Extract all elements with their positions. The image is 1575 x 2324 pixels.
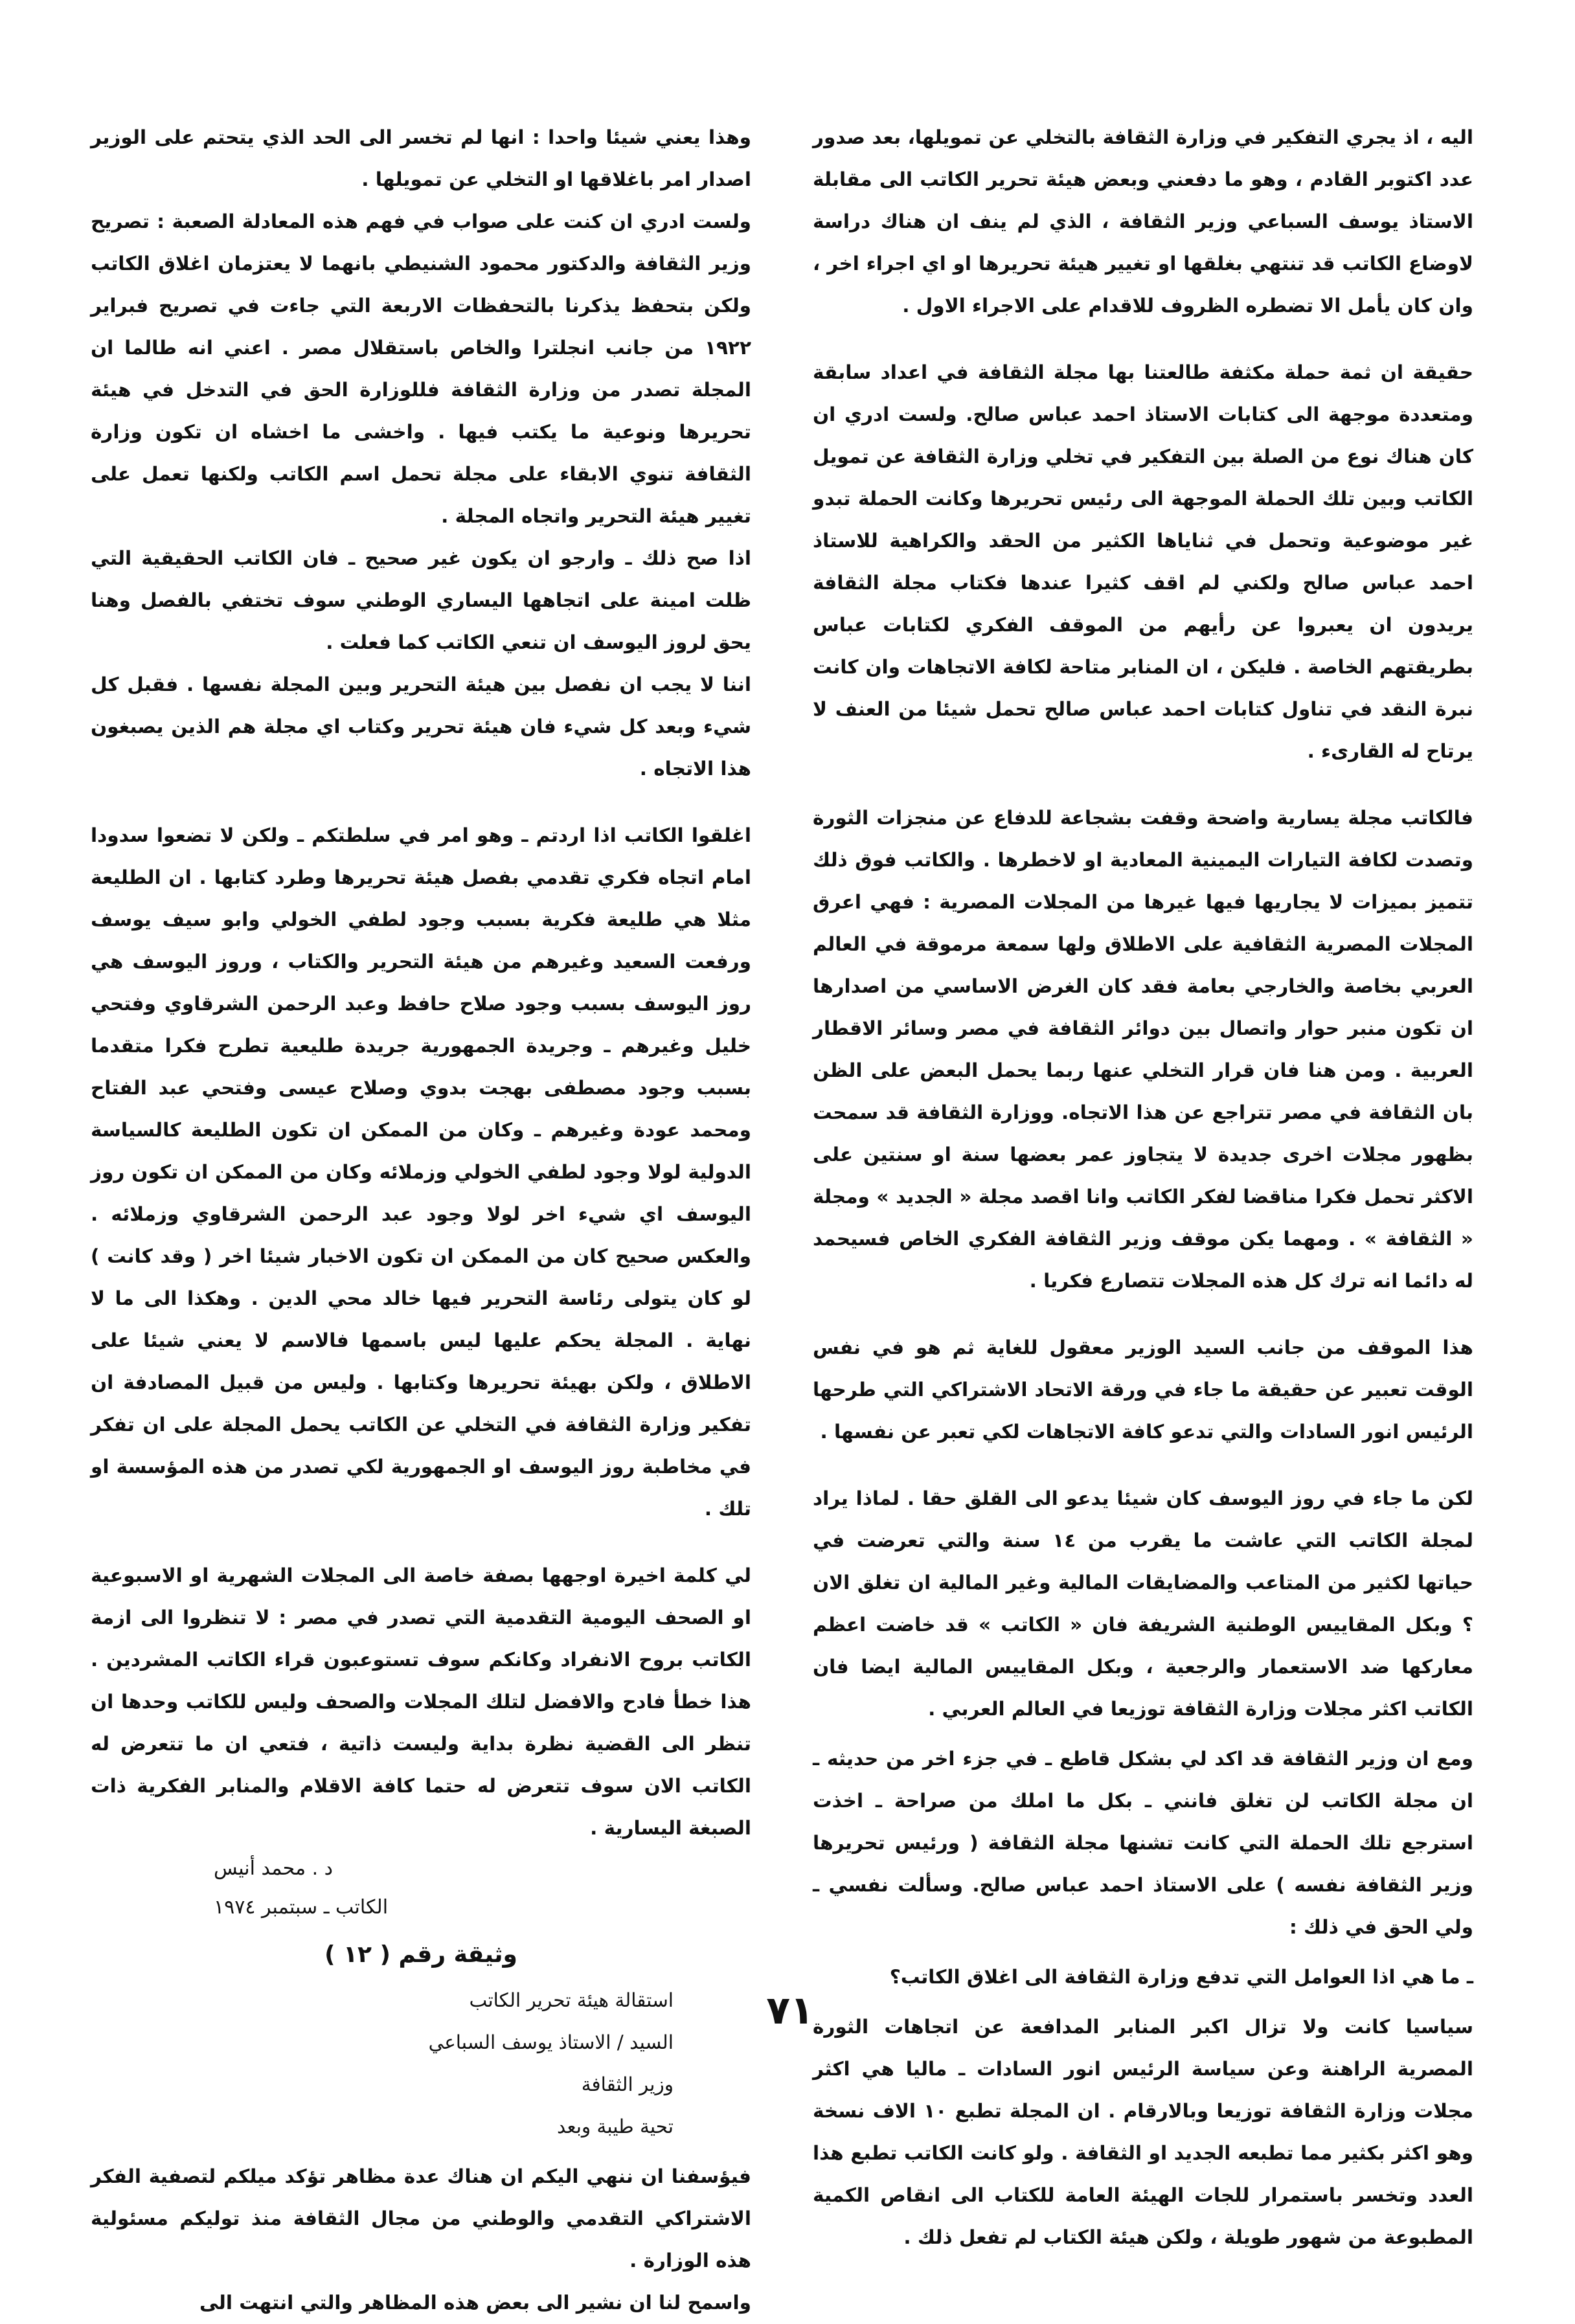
- paragraph: ولست ادري ان كنت على صواب في فهم هذه المعادلة الصعبة : تصريح وزير الثقافة والدكتور محمود الشنيطي بانهما لا يعتزمان اغلاق الكاتب ولكن بتحفظ يذكرنا بالتحفظات الاربعة التي جاءت في تصريح فبراير ١٩٢٢ من جانب انجلترا والخاص باستقلال مصر . اعني انه طالما ان المجلة تصدر من وزارة الثقافة فللوزارة الحق في التدخل في هيئة تحريرها ونوعية ما يكتب فيها . واخشى ما اخشاه ان تكون وزارة الثقافة تنوي الابقاء على مجلة تحمل اسم الكاتب ولكنها تعمل على تغيير هيئة التحرير واتجاه المجلة .: [91, 210, 751, 527]
- paragraph: سياسيا كانت ولا تزال اكبر المنابر المدافعة عن اتجاهات الثورة المصرية الراهنة وعن سياسة الرئيس انور السادات ـ ماليا هي اكثر مجلات وزارة الثقافة توزيعا وبالارقام . ان المجلة تطبع ١٠ الاف نسخة وهو اكثر بكثير مما تطبعه الجديد او الثقافة . ولو كانت الكاتب تطبع هذا العدد وتخسر باستمرار للجات الهيئة العامة للكتاب الى انقاص الكمية المطبوعة من شهور طويلة ، ولكن هيئة الكتاب لم تفعل ذلك .: [813, 2016, 1473, 2248]
- letter-header: [91, 1980, 751, 2148]
- right-column: [813, 117, 1473, 2259]
- paragraph: اغلقوا الكاتب اذا اردتم ـ وهو امر في سلطتكم ـ ولكن لا تضعوا سدودا امام اتجاه فكري تقدمي بفصل هيئة تحريرها وطرد كتابها . ان الطليعة مثلا هي طليعة فكرية بسبب وجود لطفي الخولي وابو سيف يوسف ورفعت السعيد وغيرهم من هيئة التحرير والكتاب ، وروز اليوسف هي روز اليوسف بسبب وجود صلاح حافظ وعبد الرحمن الشرقاوي وفتحي خليل وغيرهم ـ وجريدة الجمهورية جريدة طليعية تطرح فكرا متقدما بسبب وجود مصطفى بهجت بدوي وصلاح عيسى وفتحي عبد الفتاح ومحمد عودة وغيرهم ـ وكان من الممكن ان تكون الطليعة كالسياسة الدولية لولا وجود لطفي الخولي وزملائه وكان من الممكن ان تكون روز اليوسف اي شيء اخر لولا وجود عبد الرحمن الشرقاوي وزملائه . والعكس صحيح كان من الممكن ان تكون الاخبار شيئا اخر ( وقد كانت ) لو كان يتولى رئاسة التحرير فيها خالد محي الدين . وهكذا الى ما لا نهاية . المجلة يحكم عليها ليس باسمها فالاسم لا يعني شيئا على الاطلاق ، ولكن بهيئة تحريرها وكتابها . وليس من قبيل المصادفة ان تفكير وزارة الثقافة في التخلي عن الكاتب يحمل المجلة على ان تفكر في مخاطبة روز اليوسف او الجمهورية لكي تصدر من هذه المؤسسة او تلك .: [91, 824, 751, 1520]
- paragraph: لي كلمة اخيرة اوجهها بصفة خاصة الى المجلات الشهرية او الاسبوعية او الصحف اليومية التقدمية التي تصدر في مصر : لا تنظروا الى ازمة الكاتب بروح الانفراد وكانكم سوف تستوعبون قراء الكاتب المشردين . هذا خطأ فادح والافضل لتلك المجلات والصحف وليس للكاتب وحدها ان تنظر الى القضية نظرة بداية وليست ذاتية ، فتعي ان ما تتعرض له الكاتب الان سوف تتعرض له حتما كافة الاقلام والمنابر الفكرية ذات الصبغة اليسارية .: [91, 1564, 751, 1839]
- paragraph: فالكاتب مجلة يسارية واضحة وقفت بشجاعة للدفاع عن منجزات الثورة وتصدت لكافة التيارات اليمينية المعادية او لاخطرها . والكاتب فوق ذلك تتميز بميزات لا يجاريها فيها غيرها من المجلات المصرية : فهي اعرق المجلات المصرية الثقافية على الاطلاق ولها سمعة مرموقة في العالم العربي بخاصة والخارجي بعامة فقد كان الغرض الاساسي من اصدارها ان تكون منبر حوار واتصال بين دوائر الثقافة في مصر وسائر الاقطار العربية . ومن هنا فان قرار التخلي عنها ربما يحمل البعض على الظن بان الثقافة في مصر تتراجع عن هذا الاتجاه. ووزارة الثقافة قد سمحت بظهور مجلات اخرى جديدة لا يتجاوز عمر بعضها سنة او سنتين على الاكثر تحمل فكرا مناقضا لفكر الكاتب وانا اقصد مجلة « الجديد » ومجلة « الثقافة » . ومهما يكن موقف وزير الثقافة الفكري الخاص فسيحمد له دائما انه ترك كل هذه المجلات تتصارع فكريا .: [813, 807, 1473, 1292]
- source-line: الكاتب ـ سبتمبر ١٩٧٤: [214, 1896, 389, 1919]
- paragraph: اليه ، اذ يجري التفكير في وزارة الثقافة بالتخلي عن تمويلها، بعد صدور عدد اكتوبر القادم ، وهو ما دفعني وبعض هيئة تحرير الكاتب الى مقابلة الاستاذ يوسف السباعي وزير الثقافة ، الذي لم ينف ان هناك دراسة لاوضاع الكاتب قد تنتهي بغلقها او تغيير هيئة تحريرها او اي اجراء اخر ، وان كان يأمل الا تضطره الظروف للاقدام على الاجراء الاول .: [813, 126, 1473, 317]
- document-title: وثيقة رقم ( ١٢ ): [324, 1941, 517, 1968]
- paragraph: اذا صح ذلك ـ وارجو ان يكون غير صحيح ـ فان الكاتب الحقيقية التي ظلت امينة على اتجاهها اليساري الوطني سوف تختفي بالفصل وهنا يحق لروز اليوسف ان تنعي الكاتب كما فعلت .: [91, 547, 751, 653]
- left-column: [91, 117, 751, 2324]
- paragraph: حقيقة ان ثمة حملة مكثفة طالعتنا بها مجلة الثقافة في اعداد سابقة ومتعددة موجهة الى كتابات الاستاذ احمد عباس صالح. ولست ادري ان كان هناك نوع من الصلة بين التفكير في تخلي وزارة الثقافة عن تمويل الكاتب وبين تلك الحملة الموجهة الى رئيس تحريرها وكانت الحملة تبدو غير موضوعية وتحمل في ثناياها الكثير من الحقد والكراهية للاستاذ احمد عباس صالح ولكني لم اقف كثيرا عندها فكتاب مجلة الثقافة يريدون ان يعبروا عن رأيهم من الموقف الفكري لكتابات عباس بطريقتهم الخاصة . فليكن ، ان المنابر متاحة لكافة الاتجاهات وان كانت نبرة النقد في تناول كتابات احمد عباس صالح تحمل شيئا من العنف لا يرتاح له القارىء .: [813, 361, 1473, 762]
- page-number: ٧١: [766, 1988, 814, 2033]
- paragraph: ومع ان وزير الثقافة قد اكد لي بشكل قاطع ـ في جزء اخر من حديثه ـ ان مجلة الكاتب لن تغلق فانني ـ بكل ما املك من صراحة ـ اخذت استرجع تلك الحملة التي كانت تشنها مجلة الثقافة ( ورئيس تحريرها وزير الثقافة نفسه ) على الاستاذ احمد عباس صالح. وسألت نفسي ـ ولي الحق في ذلك :: [813, 1748, 1473, 1938]
- author-name: د . محمد أنيس: [214, 1857, 334, 1880]
- letter-line: وزير الثقافة: [581, 2073, 674, 2095]
- paragraph: ـ ما هي اذا العوامل التي تدفع وزارة الثقافة الى اغلاق الكاتب؟: [889, 1966, 1473, 1988]
- paragraph: فيؤسفنا ان ننهي اليكم ان هناك عدة مظاهر تؤكد ميلكم لتصفية الفكر الاشتراكي التقدمي والوطني من مجال الثقافة منذ توليكم مسئولية هذه الوزارة .: [91, 2165, 751, 2272]
- paragraph: وهذا يعني شيئا واحدا : انها لم تخسر الى الحد الذي يتحتم على الوزير اصدار امر باغلاقها او التخلي عن تمويلها .: [91, 126, 751, 190]
- paragraph: هذا الموقف من جانب السيد الوزير معقول للغاية ثم هو في نفس الوقت تعبير عن حقيقة ما جاء في ورقة الاتحاد الاشتراكي التي طرحها الرئيس انور السادات والتي تدعو كافة الاتجاهات لكي تعبر عن نفسها .: [813, 1337, 1473, 1443]
- paragraph: واسمح لنا ان نشير الى بعض هذه المظاهر والتي انتهت الى: [199, 2292, 751, 2314]
- letter-line: تحية طيبة وبعد: [557, 2115, 674, 2138]
- letter-line: استقالة هيئة تحرير الكاتب: [469, 1989, 674, 2011]
- paragraph: اننا لا يجب ان نفصل بين هيئة التحرير وبين المجلة نفسها . فقبل كل شيء وبعد كل شيء فان هيئة تحرير وكتاب اي مجلة هم الذين يصبغون هذا الاتجاه .: [91, 673, 751, 780]
- signature-block: [91, 1849, 751, 1927]
- paragraph: لكن ما جاء في روز اليوسف كان شيئا يدعو الى القلق حقا . لماذا يراد لمجلة الكاتب التي عاشت ما يقرب من ١٤ سنة والتي تعرضت في حياتها لكثير من المتاعب والمضايقات المالية وغير المالية ان تغلق الان ؟ وبكل المقاييس الوطنية الشريفة فان « الكاتب » قد خاضت اعظم معاركها ضد الاستعمار والرجعية ، وبكل المقاييس المالية ايضا فان الكاتب اكثر مجلات وزارة الثقافة توزيعا في العالم العربي .: [813, 1487, 1473, 1720]
- letter-line: السيد / الاستاذ يوسف السباعي: [428, 2031, 674, 2053]
